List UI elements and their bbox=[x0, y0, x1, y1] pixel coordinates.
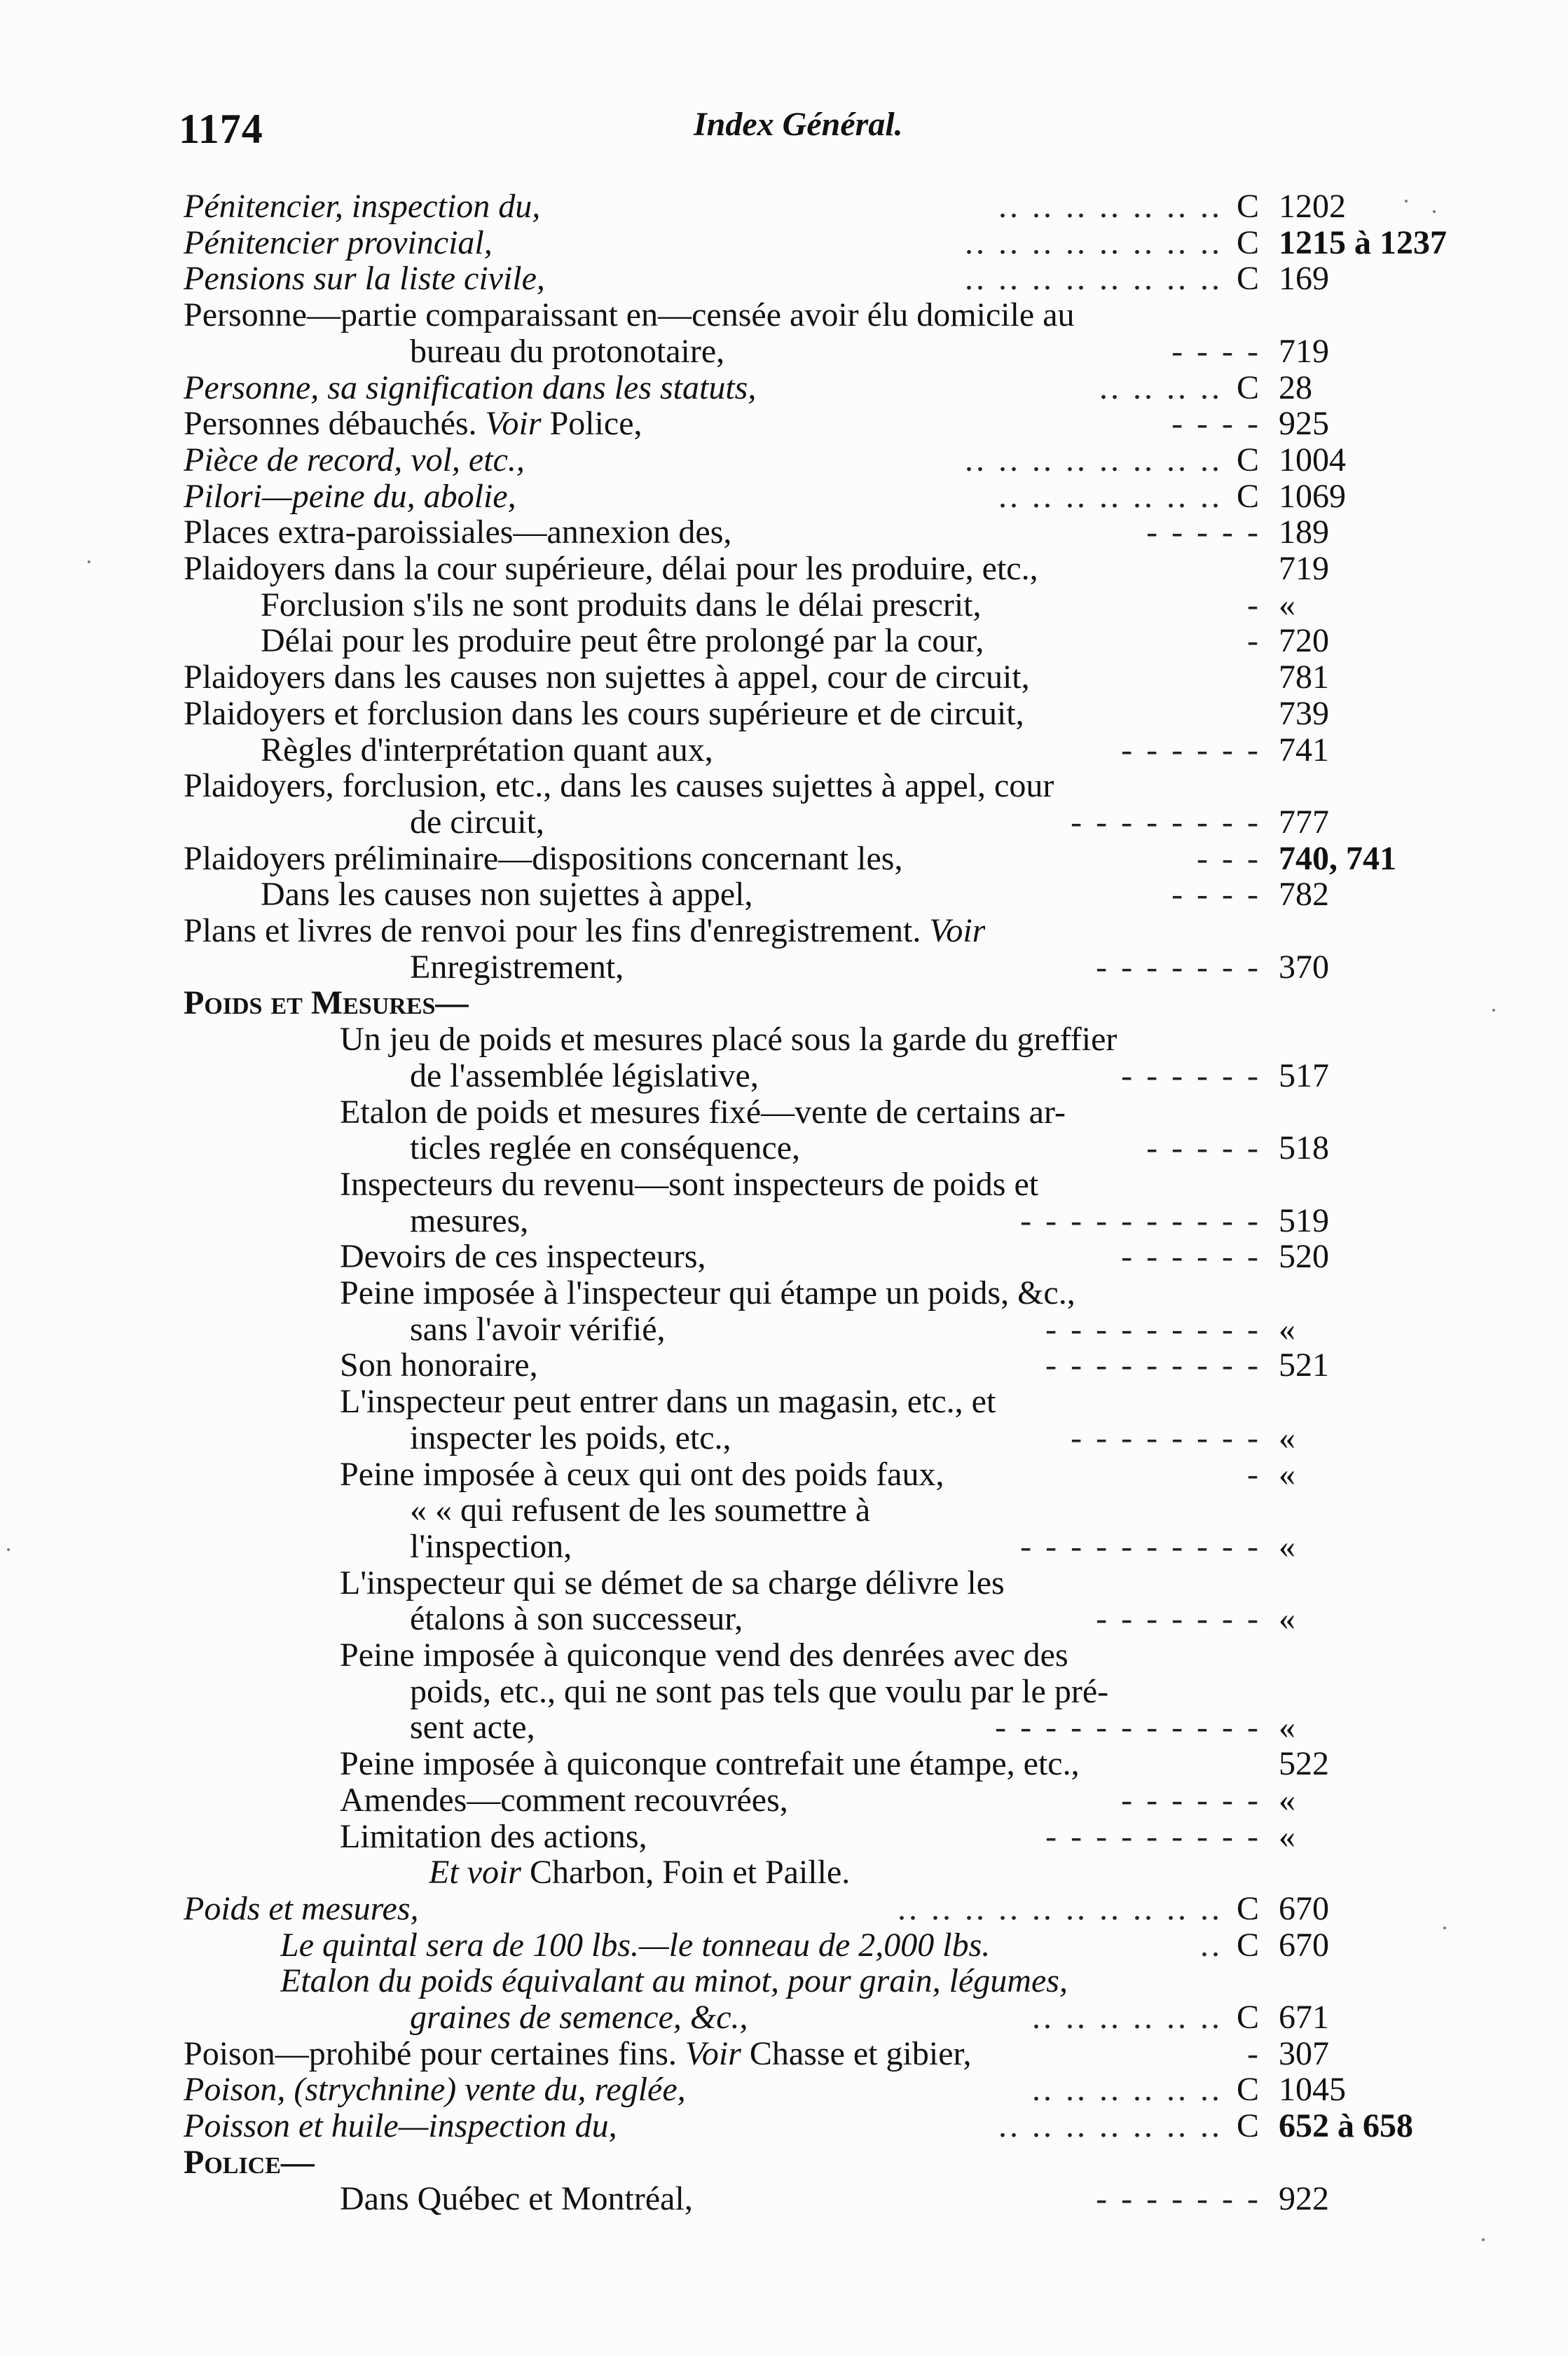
entry-segment: Etalon du poids équivalant au minot, pour grain, légumes, bbox=[280, 1962, 1068, 1999]
index-entry bbox=[0, 731, 1568, 769]
entry-segment: Plans et livres de renvoi pour les fins d'enregistrement. bbox=[184, 912, 930, 949]
entry-text bbox=[261, 622, 984, 660]
print-speck bbox=[1482, 2238, 1485, 2241]
entry-segment: Et voir bbox=[429, 1854, 521, 1891]
index-entry bbox=[0, 1311, 1568, 1349]
entry-segment: Pilori—peine du, abolie, bbox=[184, 478, 516, 515]
entry-segment: Poison, (strychnine) vente du, reglée, bbox=[184, 2071, 686, 2108]
page-reference: « bbox=[1279, 1419, 1295, 1456]
index-entry bbox=[0, 1383, 1568, 1421]
leader-dots: - - - - - - bbox=[1121, 1238, 1261, 1275]
entry-text bbox=[410, 1311, 666, 1349]
page-reference: « bbox=[1279, 586, 1295, 624]
entry-segment: Amendes—comment recouvrées, bbox=[340, 1782, 788, 1819]
volume-letter: C bbox=[1237, 441, 1260, 478]
entry-segment: L'inspecteur peut entrer dans un magasin, etc., et bbox=[340, 1383, 996, 1420]
leader-dots: - - - - - bbox=[1146, 514, 1261, 551]
page-reference: « bbox=[1279, 1782, 1295, 1819]
index-entry bbox=[0, 1129, 1568, 1167]
index-entry bbox=[0, 1057, 1568, 1095]
index-entry bbox=[0, 224, 1568, 262]
entry-segment: Voir bbox=[685, 2035, 741, 2072]
print-speck bbox=[88, 560, 90, 563]
page-reference: 522 bbox=[1279, 1745, 1329, 1782]
index-entry bbox=[0, 1637, 1568, 1674]
entry-segment: Pièce de record, vol, etc., bbox=[184, 441, 525, 478]
entry-text bbox=[410, 1492, 870, 1529]
index-entry bbox=[0, 1927, 1568, 1964]
entry-text bbox=[184, 369, 756, 407]
index-entry bbox=[0, 441, 1568, 479]
index-entry bbox=[0, 2035, 1568, 2073]
entry-segment: Plaidoyers préliminaire—dispositions concernant les, bbox=[184, 840, 903, 877]
entry-segment: Poids et mesures, bbox=[184, 1890, 419, 1927]
print-speck bbox=[1492, 1009, 1495, 1012]
entry-text bbox=[184, 405, 642, 443]
page-reference: 741 bbox=[1279, 731, 1329, 769]
entry-text bbox=[184, 984, 469, 1022]
page-reference: 671 bbox=[1279, 1999, 1329, 2036]
entry-segment: Plaidoyers et forclusion dans les cours supérieure et de circuit, bbox=[184, 695, 1024, 732]
page-reference: 28 bbox=[1279, 369, 1312, 406]
page-reference: 1069 bbox=[1279, 478, 1346, 515]
entry-segment: l'inspection, bbox=[410, 1528, 572, 1565]
entry-text bbox=[261, 586, 982, 624]
index-entry bbox=[0, 514, 1568, 551]
index-entry bbox=[0, 1564, 1568, 1602]
leader-dots: - - - - - - - - bbox=[1071, 1419, 1261, 1456]
index-entry bbox=[0, 550, 1568, 588]
leader-dots: - - - - - - - - bbox=[1071, 804, 1261, 841]
index-entry bbox=[0, 984, 1568, 1022]
entry-segment: mesures, bbox=[410, 1202, 529, 1239]
leader-dots: - - - - - - bbox=[1121, 1782, 1261, 1819]
index-entry bbox=[0, 695, 1568, 733]
entry-text bbox=[280, 1927, 990, 1964]
entry-text bbox=[261, 731, 713, 769]
entry-segment: Peine imposée à l'inspecteur qui étampe un poids, &c., bbox=[340, 1274, 1075, 1311]
leader-dots: - bbox=[1247, 2035, 1261, 2072]
entry-text bbox=[340, 1782, 788, 1819]
entry-text bbox=[340, 1094, 1066, 1131]
page-reference: 719 bbox=[1279, 333, 1329, 370]
leader-dots: - - - - bbox=[1171, 333, 1261, 370]
entry-segment: « « qui refusent de les soumettre à bbox=[410, 1492, 871, 1529]
index-entry bbox=[0, 2107, 1568, 2145]
index-entry bbox=[0, 2144, 1568, 2182]
page-reference: « bbox=[1279, 1456, 1295, 1493]
entry-text bbox=[410, 804, 544, 841]
entry-text bbox=[184, 441, 525, 479]
index-entry bbox=[0, 1818, 1568, 1856]
entry-segment: étalons à son successeur, bbox=[410, 1600, 743, 1637]
leader-dots: - - - - - - - bbox=[1096, 2180, 1261, 2217]
leader-dots: - bbox=[1247, 1456, 1261, 1493]
entry-segment: Dans les causes non sujettes à appel, bbox=[261, 876, 753, 913]
entry-segment: Pénitencier provincial, bbox=[184, 224, 493, 261]
entry-text bbox=[184, 2035, 972, 2073]
index-entry bbox=[0, 1238, 1568, 1276]
entry-text bbox=[184, 767, 1054, 805]
entry-text bbox=[184, 1890, 419, 1928]
entry-segment: Etalon de poids et mesures fixé—vente de certains ar- bbox=[340, 1094, 1066, 1131]
volume-letter: C bbox=[1237, 188, 1260, 225]
entry-segment: Police— bbox=[184, 2144, 315, 2181]
entry-text bbox=[410, 1709, 535, 1747]
entry-text bbox=[340, 1274, 1075, 1312]
index-entry bbox=[0, 1854, 1568, 1892]
page-reference: 521 bbox=[1279, 1346, 1329, 1384]
leader-dots: - - - - - - - bbox=[1096, 1600, 1261, 1637]
leader-dots: - - - bbox=[1197, 840, 1261, 877]
index-entry bbox=[0, 659, 1568, 696]
entry-text bbox=[184, 296, 1075, 334]
leader-dots: .. bbox=[1200, 1927, 1223, 1964]
index-entry bbox=[0, 1962, 1568, 2000]
page-reference: 781 bbox=[1279, 659, 1329, 696]
page-reference: 740, 741 bbox=[1279, 840, 1396, 877]
leader-dots: - - - - - bbox=[1146, 1129, 1261, 1166]
entry-segment: Plaidoyers, forclusion, etc., dans les causes sujettes à appel, cour bbox=[184, 767, 1054, 804]
entry-text bbox=[410, 1057, 759, 1095]
volume-letter: C bbox=[1237, 1999, 1260, 2036]
leader-dots: - - - - - - - bbox=[1096, 949, 1261, 986]
index-entry bbox=[0, 767, 1568, 805]
index-entry bbox=[0, 1999, 1568, 2037]
entry-text bbox=[340, 1564, 1005, 1602]
page-reference: « bbox=[1279, 1311, 1295, 1348]
index-entry bbox=[0, 1166, 1568, 1204]
index-entry bbox=[0, 1600, 1568, 1638]
volume-letter: C bbox=[1237, 224, 1260, 261]
entry-segment: sans l'avoir vérifié, bbox=[410, 1311, 666, 1348]
index-entry bbox=[0, 1673, 1568, 1711]
entry-text bbox=[184, 695, 1024, 733]
leader-dots: - - - - - - bbox=[1121, 731, 1261, 769]
index-entry bbox=[0, 1419, 1568, 1457]
leader-dots: .. .. .. .. .. .. .. .. .. .. bbox=[898, 1890, 1223, 1927]
entry-segment: Charbon, Foin et Paille. bbox=[521, 1854, 851, 1891]
page-reference: 719 bbox=[1279, 550, 1329, 587]
entry-text bbox=[184, 514, 731, 551]
entry-text bbox=[261, 876, 752, 914]
leader-dots: - - - - bbox=[1171, 876, 1261, 913]
index-entry bbox=[0, 260, 1568, 298]
entry-segment: Enregistrement, bbox=[410, 949, 624, 986]
entry-segment: Règles d'interprétation quant aux, bbox=[261, 731, 713, 769]
entry-segment: ticles reglée en conséquence, bbox=[410, 1129, 801, 1166]
entry-text bbox=[184, 2107, 617, 2145]
entry-segment: Poisson et huile—inspection du, bbox=[184, 2107, 617, 2144]
volume-letter: C bbox=[1237, 369, 1260, 406]
entry-segment: Voir bbox=[929, 912, 986, 949]
entry-segment: graines de semence, &c., bbox=[410, 1999, 748, 2036]
leader-dots: - - - - - - - - - bbox=[1045, 1818, 1261, 1855]
entry-segment: Dans Québec et Montréal, bbox=[340, 2180, 693, 2217]
entry-text bbox=[340, 1637, 1068, 1674]
entry-segment: de l'assemblée législative, bbox=[410, 1057, 759, 1094]
volume-letter: C bbox=[1237, 2071, 1260, 2108]
index-entry bbox=[0, 478, 1568, 516]
entry-segment: inspecter les poids, etc., bbox=[410, 1419, 731, 1456]
entry-segment: L'inspecteur qui se démet de sa charge délivre les bbox=[340, 1564, 1005, 1601]
entry-text bbox=[184, 912, 985, 950]
index-entry bbox=[0, 333, 1568, 371]
entry-segment: Limitation des actions, bbox=[340, 1818, 647, 1855]
leader-dots: .. .. .. .. .. .. bbox=[1032, 1999, 1223, 2036]
index-entry bbox=[0, 1094, 1568, 1131]
entry-text bbox=[184, 2144, 315, 2182]
index-entry bbox=[0, 840, 1568, 878]
page-reference: 922 bbox=[1279, 2180, 1329, 2217]
index-entry bbox=[0, 1456, 1568, 1494]
index-entry bbox=[0, 804, 1568, 841]
entry-segment: Personne, sa signification dans les statuts, bbox=[184, 369, 757, 406]
leader-dots: - - - - - - - - - - bbox=[1020, 1528, 1261, 1565]
entry-segment: Personnes débauchés. bbox=[184, 405, 486, 442]
print-speck bbox=[1433, 210, 1436, 213]
page-reference: 1045 bbox=[1279, 2071, 1346, 2108]
page-reference: 519 bbox=[1279, 1202, 1329, 1239]
leader-dots: .. .. .. .. .. .. bbox=[1032, 2071, 1223, 2108]
index-entry bbox=[0, 1709, 1568, 1747]
index-entry bbox=[0, 296, 1568, 334]
leader-dots: - bbox=[1247, 586, 1261, 624]
entry-segment: Pénitencier, inspection du, bbox=[184, 188, 541, 225]
index-entry bbox=[0, 1021, 1568, 1059]
page-reference: 169 bbox=[1279, 260, 1329, 297]
entry-segment: Devoirs de ces inspecteurs, bbox=[340, 1238, 706, 1275]
entry-segment: Chasse et gibier, bbox=[741, 2035, 972, 2072]
page-reference: 739 bbox=[1279, 695, 1329, 732]
index-entry bbox=[0, 1492, 1568, 1529]
entry-segment: Plaidoyers dans les causes non sujettes à appel, cour de circuit, bbox=[184, 659, 1030, 696]
entry-segment: poids, etc., qui ne sont pas tels que voulu par le pré- bbox=[410, 1673, 1109, 1710]
index-entry bbox=[0, 188, 1568, 226]
entry-text bbox=[340, 1456, 944, 1494]
index-entry bbox=[0, 405, 1568, 443]
entry-segment: Peine imposée à ceux qui ont des poids faux, bbox=[340, 1456, 944, 1493]
entry-segment: Places extra-paroissiales—annexion des, bbox=[184, 514, 732, 551]
entry-text bbox=[184, 260, 545, 298]
entry-text bbox=[429, 1854, 850, 1892]
entry-text bbox=[410, 949, 624, 986]
index-entry bbox=[0, 369, 1568, 407]
leader-dots: .. .. .. .. .. .. .. .. bbox=[965, 441, 1223, 478]
entry-text bbox=[340, 1238, 706, 1276]
entry-segment: Poids et Mesures— bbox=[184, 984, 469, 1021]
page-reference: 652 à 658 bbox=[1279, 2107, 1413, 2144]
entry-segment: Police, bbox=[541, 405, 642, 442]
entry-text bbox=[340, 1818, 647, 1856]
leader-dots: .. .. .. .. .. .. .. bbox=[998, 478, 1223, 515]
entry-segment: Peine imposée à quiconque vend des denrées avec des bbox=[340, 1637, 1068, 1674]
entry-text bbox=[410, 333, 724, 371]
page-reference: 518 bbox=[1279, 1129, 1329, 1166]
entry-text bbox=[184, 659, 1030, 696]
leader-dots: .. .. .. .. .. .. .. bbox=[998, 2107, 1223, 2144]
entry-text bbox=[410, 1419, 731, 1457]
page-reference: 189 bbox=[1279, 514, 1329, 551]
page-reference: « bbox=[1279, 1528, 1295, 1565]
leader-dots: - - - - - - - - - bbox=[1045, 1346, 1261, 1384]
entry-segment: Inspecteurs du revenu—sont inspecteurs de poids et bbox=[340, 1166, 1039, 1203]
index-entry bbox=[0, 1890, 1568, 1928]
page-reference: 517 bbox=[1279, 1057, 1329, 1094]
index-entry bbox=[0, 1202, 1568, 1240]
volume-letter: C bbox=[1237, 478, 1260, 515]
page-reference: 1215 à 1237 bbox=[1279, 224, 1447, 261]
index-entry bbox=[0, 2180, 1568, 2218]
page-reference: 670 bbox=[1279, 1890, 1329, 1927]
page-reference: 720 bbox=[1279, 622, 1329, 659]
page-reference: 777 bbox=[1279, 804, 1329, 841]
entry-text bbox=[410, 1600, 743, 1638]
page-reference: 307 bbox=[1279, 2035, 1329, 2072]
page-reference: « bbox=[1279, 1709, 1295, 1746]
entry-text bbox=[184, 478, 516, 516]
entry-text bbox=[184, 224, 493, 262]
print-speck bbox=[1405, 200, 1408, 202]
leader-dots: - - - - - - - - - - bbox=[1020, 1202, 1261, 1239]
entry-segment: Forclusion s'ils ne sont produits dans le délai prescrit, bbox=[261, 586, 982, 624]
index-entry bbox=[0, 912, 1568, 950]
entry-segment: Voir bbox=[485, 405, 542, 442]
index-entry bbox=[0, 1528, 1568, 1566]
entry-segment: Poison—prohibé pour certaines fins. bbox=[184, 2035, 685, 2072]
page-reference: « bbox=[1279, 1818, 1295, 1855]
index-entry bbox=[0, 1274, 1568, 1312]
page-number: 1174 bbox=[179, 106, 263, 152]
running-title: Index Général. bbox=[694, 106, 903, 143]
entry-text bbox=[340, 1745, 1080, 1783]
leader-dots: - bbox=[1247, 622, 1261, 659]
leader-dots: - - - - - - bbox=[1121, 1057, 1261, 1094]
volume-letter: C bbox=[1237, 2107, 1260, 2144]
entry-segment: Plaidoyers dans la cour supérieure, délai pour les produire, etc., bbox=[184, 550, 1038, 587]
entry-text bbox=[340, 1346, 538, 1384]
leader-dots: .. .. .. .. .. .. .. bbox=[998, 188, 1223, 225]
entry-segment: Son honoraire, bbox=[340, 1346, 538, 1384]
print-speck bbox=[1443, 1927, 1446, 1929]
entry-segment: Le quintal sera de 100 lbs.—le tonneau de 2,000 lbs. bbox=[280, 1927, 991, 1964]
entry-text bbox=[184, 840, 902, 878]
entry-text bbox=[340, 2180, 693, 2218]
entry-segment: Peine imposée à quiconque contrefait une étampe, etc., bbox=[340, 1745, 1080, 1782]
entry-segment: Délai pour les produire peut être prolongé par la cour, bbox=[261, 622, 984, 659]
print-speck bbox=[7, 1548, 10, 1551]
page-reference: 670 bbox=[1279, 1927, 1329, 1964]
page-reference: 1004 bbox=[1279, 441, 1346, 478]
entry-text bbox=[184, 2071, 686, 2109]
page-reference: 782 bbox=[1279, 876, 1329, 913]
page-reference: 925 bbox=[1279, 405, 1329, 442]
page-reference: 520 bbox=[1279, 1238, 1329, 1275]
leader-dots: - - - - - - - - - - - bbox=[995, 1709, 1261, 1746]
index-entry bbox=[0, 622, 1568, 660]
entry-text bbox=[340, 1383, 996, 1421]
entry-text bbox=[410, 1202, 528, 1240]
page-reference: « bbox=[1279, 1600, 1295, 1637]
entry-text bbox=[340, 1021, 1117, 1059]
index-entry bbox=[0, 586, 1568, 624]
entry-segment: Un jeu de poids et mesures placé sous la garde du greffier bbox=[340, 1021, 1117, 1058]
entry-segment: Personne—partie comparaissant en—censée avoir élu domicile au bbox=[184, 296, 1075, 333]
entry-text bbox=[340, 1166, 1038, 1204]
leader-dots: .. .. .. .. bbox=[1099, 369, 1223, 406]
index-entry bbox=[0, 1346, 1568, 1384]
entry-segment: bureau du protonotaire, bbox=[410, 333, 725, 370]
leader-dots: - - - - - - - - - bbox=[1045, 1311, 1261, 1348]
index-entry bbox=[0, 1745, 1568, 1783]
entry-text bbox=[410, 1129, 800, 1167]
page-reference: 1202 bbox=[1279, 188, 1346, 225]
page-reference: 370 bbox=[1279, 949, 1329, 986]
index-entry bbox=[0, 949, 1568, 986]
leader-dots: .. .. .. .. .. .. .. .. bbox=[965, 224, 1223, 261]
entry-segment: de circuit, bbox=[410, 804, 544, 841]
index-entry bbox=[0, 2071, 1568, 2109]
leader-dots: - - - - bbox=[1171, 405, 1261, 442]
volume-letter: C bbox=[1237, 1927, 1260, 1964]
volume-letter: C bbox=[1237, 1890, 1260, 1927]
entry-text bbox=[184, 550, 1038, 588]
entry-text bbox=[184, 188, 540, 226]
entry-text bbox=[410, 1999, 748, 2037]
volume-letter: C bbox=[1237, 260, 1260, 297]
leader-dots: .. .. .. .. .. .. .. .. bbox=[965, 260, 1223, 297]
entry-text bbox=[410, 1528, 572, 1566]
index-entry bbox=[0, 876, 1568, 914]
entry-text bbox=[410, 1673, 1108, 1711]
entry-segment: Pensions sur la liste civile, bbox=[184, 260, 545, 297]
entry-segment: sent acte, bbox=[410, 1709, 535, 1746]
index-entry bbox=[0, 1782, 1568, 1819]
entry-text bbox=[280, 1962, 1068, 2000]
